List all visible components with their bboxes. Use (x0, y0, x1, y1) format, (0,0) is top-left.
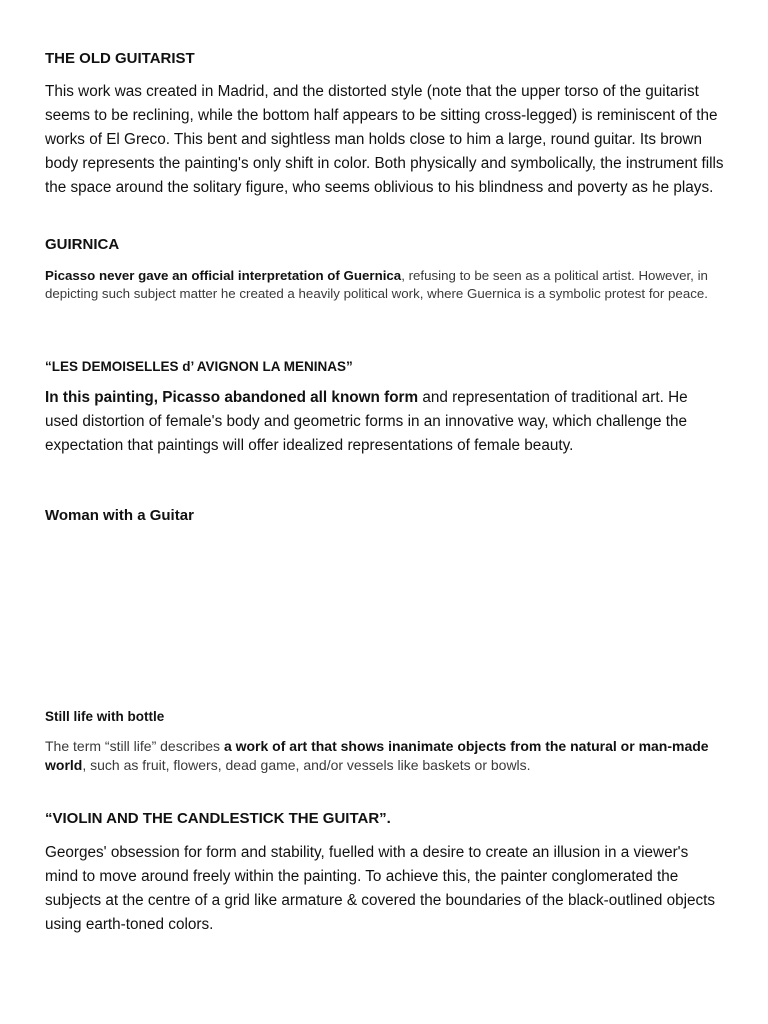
guernica-bold-lead: Picasso never gave an official interpretation of Guernica (45, 268, 402, 283)
paragraph-demoiselles (45, 386, 725, 458)
heading-old-guitarist: THE OLD GUITARIST (45, 50, 195, 67)
heading-demoiselles: “LES DEMOISELLES d’ AVIGNON LA MENINAS” (45, 359, 353, 374)
demoiselles-body-rest: and representation of traditional art. He used distortion of female's body and geometric forms in an innovative way, which challenge the expectation that paintings will offer idealized representations of female beauty. (45, 389, 688, 454)
still-life-bold: a work of art that shows inanimate objects from the natural or man-made world (45, 738, 709, 773)
demoiselles-bold-lead: In this painting, Picasso abandoned all known form (45, 389, 419, 406)
paragraph-guernica (45, 267, 725, 302)
heading-violin: “VIOLIN AND THE CANDLESTICK THE GUITAR”. (45, 810, 391, 827)
paragraph-old-guitarist: This work was created in Madrid, and the distorted style (note that the upper torso of the guitarist seems to be reclining, while the bottom half appears to be sitting cross-legged) is reminiscent of the works of El Greco. This bent and sightless man holds close to him a large, round guitar. Its brown body represents the painting's only shift in color. Both physically and symbolically, the instrument fills the space around the solitary figure, who seems oblivious to his blindness and poverty as he plays. (45, 83, 724, 196)
paragraph-still-life (45, 737, 725, 775)
still-life-lead: The term “still life” describes (45, 738, 224, 754)
guernica-body-rest: , refusing to be seen as a political artist. However, in depicting such subject matter he created a heavily political work, where Guernica is a symbolic protest for peace. (45, 268, 708, 301)
still-life-rest: , such as fruit, flowers, dead game, and/or vessels like baskets or bowls. (82, 757, 531, 773)
heading-still-life: Still life with bottle (45, 709, 165, 724)
paragraph-violin: Georges' obsession for form and stability, fuelled with a desire to create an illusion in a viewer's mind to move around freely within the painting. To achieve this, the painter conglomerated the subjects at the centre of a grid like armature & covered the boundaries of the black-outlined objects using earth-toned colors. (45, 844, 716, 933)
heading-woman-with-guitar: Woman with a Guitar (45, 507, 194, 524)
heading-guernica: GUIRNICA (45, 236, 120, 253)
